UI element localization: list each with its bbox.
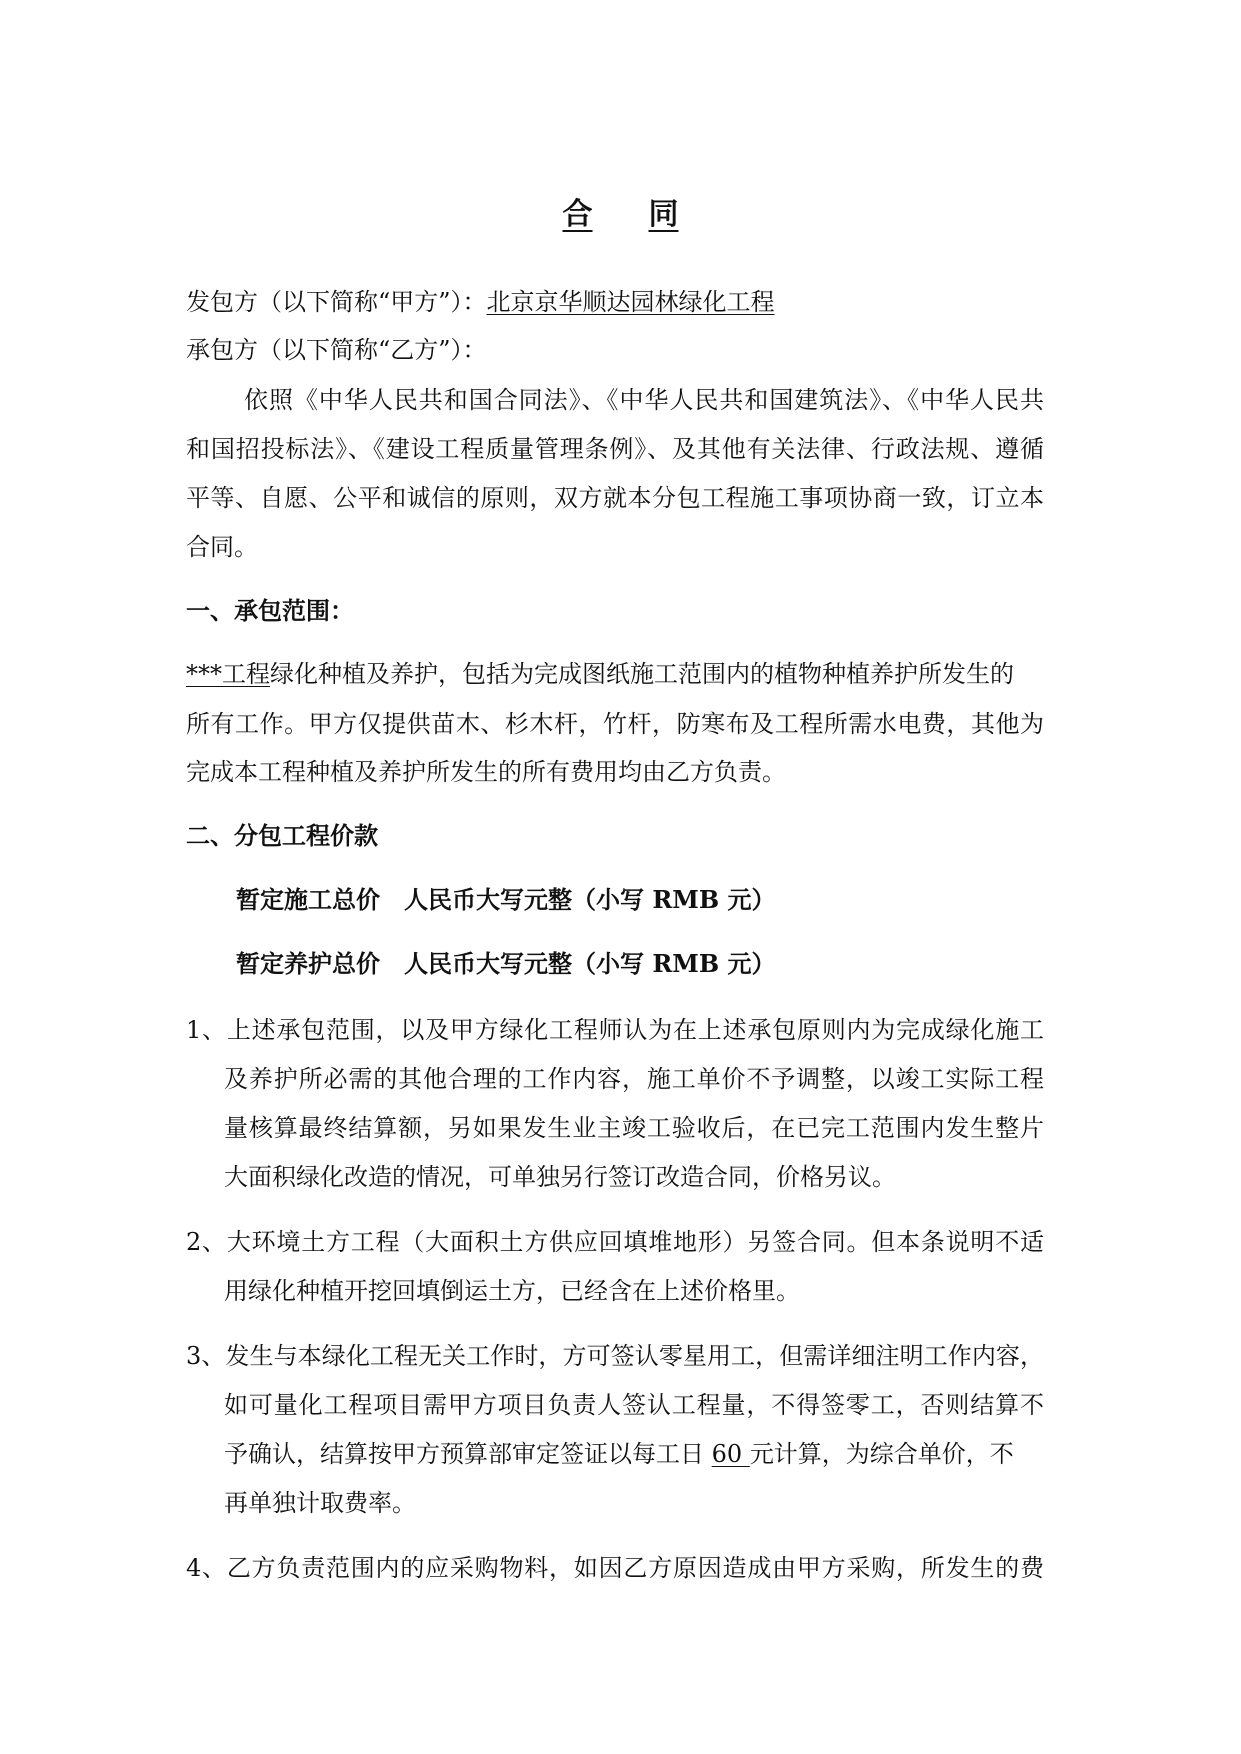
clause-3-line-1: 3、发生与本绿化工程无关工作时，方可签认零星用工，但需详细注明工作内容， <box>186 1342 1044 1370</box>
daily-wage-amount: 60 <box>711 1440 750 1468</box>
section-2-heading: 二、分包工程价款 <box>186 821 378 850</box>
price-construction: 暂定施工总价 人民币大写元整（小写 RMB 元） <box>236 885 776 914</box>
preamble-line-2: 和国招投标法》、《建设工程质量管理条例》、及其他有关法律、行政法规、遵循 <box>186 435 1044 463</box>
clause-1-line-2: 及养护所必需的其他合理的工作内容，施工单价不予调整，以竣工实际工程 <box>224 1065 1044 1093</box>
section-1-line-2: 所有工作。甲方仅提供苗木、杉木杆，竹杆，防寒布及工程所需水电费，其他为 <box>186 710 1044 738</box>
clause-3-line-4: 再单独计取费率。 <box>224 1489 416 1517</box>
clause-3-line-3 <box>224 1442 1014 1466</box>
section-1-heading: 一、承包范围： <box>186 596 354 625</box>
section-1-line-1-text: 绿化种植及养护，包括为完成图纸施工范围内的植物种植养护所发生的 <box>270 660 1014 688</box>
project-name-blank: ***工程 <box>186 660 270 688</box>
clause-2-line-2: 用绿化种植开挖回填倒运土方，已经含在上述价格里。 <box>224 1277 800 1305</box>
title-char-2: 同 <box>648 197 679 232</box>
party-a-label: 发包方（以下简称“甲方”）： <box>186 288 487 316</box>
preamble-line-1: 依照《中华人民共和国合同法》、《中华人民共和国建筑法》、《中华人民共 <box>244 386 1044 414</box>
clause-3-line-3-a: 予确认，结算按甲方预算部审定签证以每工日 <box>224 1440 712 1468</box>
preamble-line-4: 合同。 <box>186 533 258 561</box>
party-b-label: 承包方（以下简称“乙方”）： <box>186 336 487 364</box>
section-1-line-1 <box>186 662 1014 686</box>
party-a-name: 北京京华顺达园林绿化工程 <box>486 288 775 316</box>
section-1-line-3: 完成本工程种植及养护所发生的所有费用均由乙方负责。 <box>186 758 786 786</box>
party-a-line <box>186 290 775 314</box>
preamble-line-3: 平等、自愿、公平和诚信的原则，双方就本分包工程施工事项协商一致，订立本 <box>186 484 1044 512</box>
clause-3-line-2: 如可量化工程项目需甲方项目负责人签认工程量，不得签零工，否则结算不 <box>224 1391 1044 1419</box>
clause-3-line-3-b: 元计算，为综合单价，不 <box>749 1440 1014 1468</box>
clause-1-line-3: 量核算最终结算额，另如果发生业主竣工验收后，在已完工范围内发生整片 <box>224 1114 1044 1142</box>
clause-1-line-1: 1、上述承包范围，以及甲方绿化工程师认为在上述承包原则内为完成绿化施工 <box>186 1016 1044 1044</box>
clause-1-line-4: 大面积绿化改造的情况，可单独另行签订改造合同，价格另议。 <box>224 1163 896 1191</box>
page-title <box>0 197 1241 232</box>
title-char-1: 合 <box>562 197 593 232</box>
clause-4-line-1: 4、乙方负责范围内的应采购物料，如因乙方原因造成由甲方采购，所发生的费 <box>186 1554 1044 1582</box>
price-maintenance: 暂定养护总价 人民币大写元整（小写 RMB 元） <box>236 949 776 978</box>
party-b-line <box>186 338 487 362</box>
clause-2-line-1: 2、大环境土方工程（大面积土方供应回填堆地形）另签合同。但本条说明不适 <box>186 1228 1044 1256</box>
